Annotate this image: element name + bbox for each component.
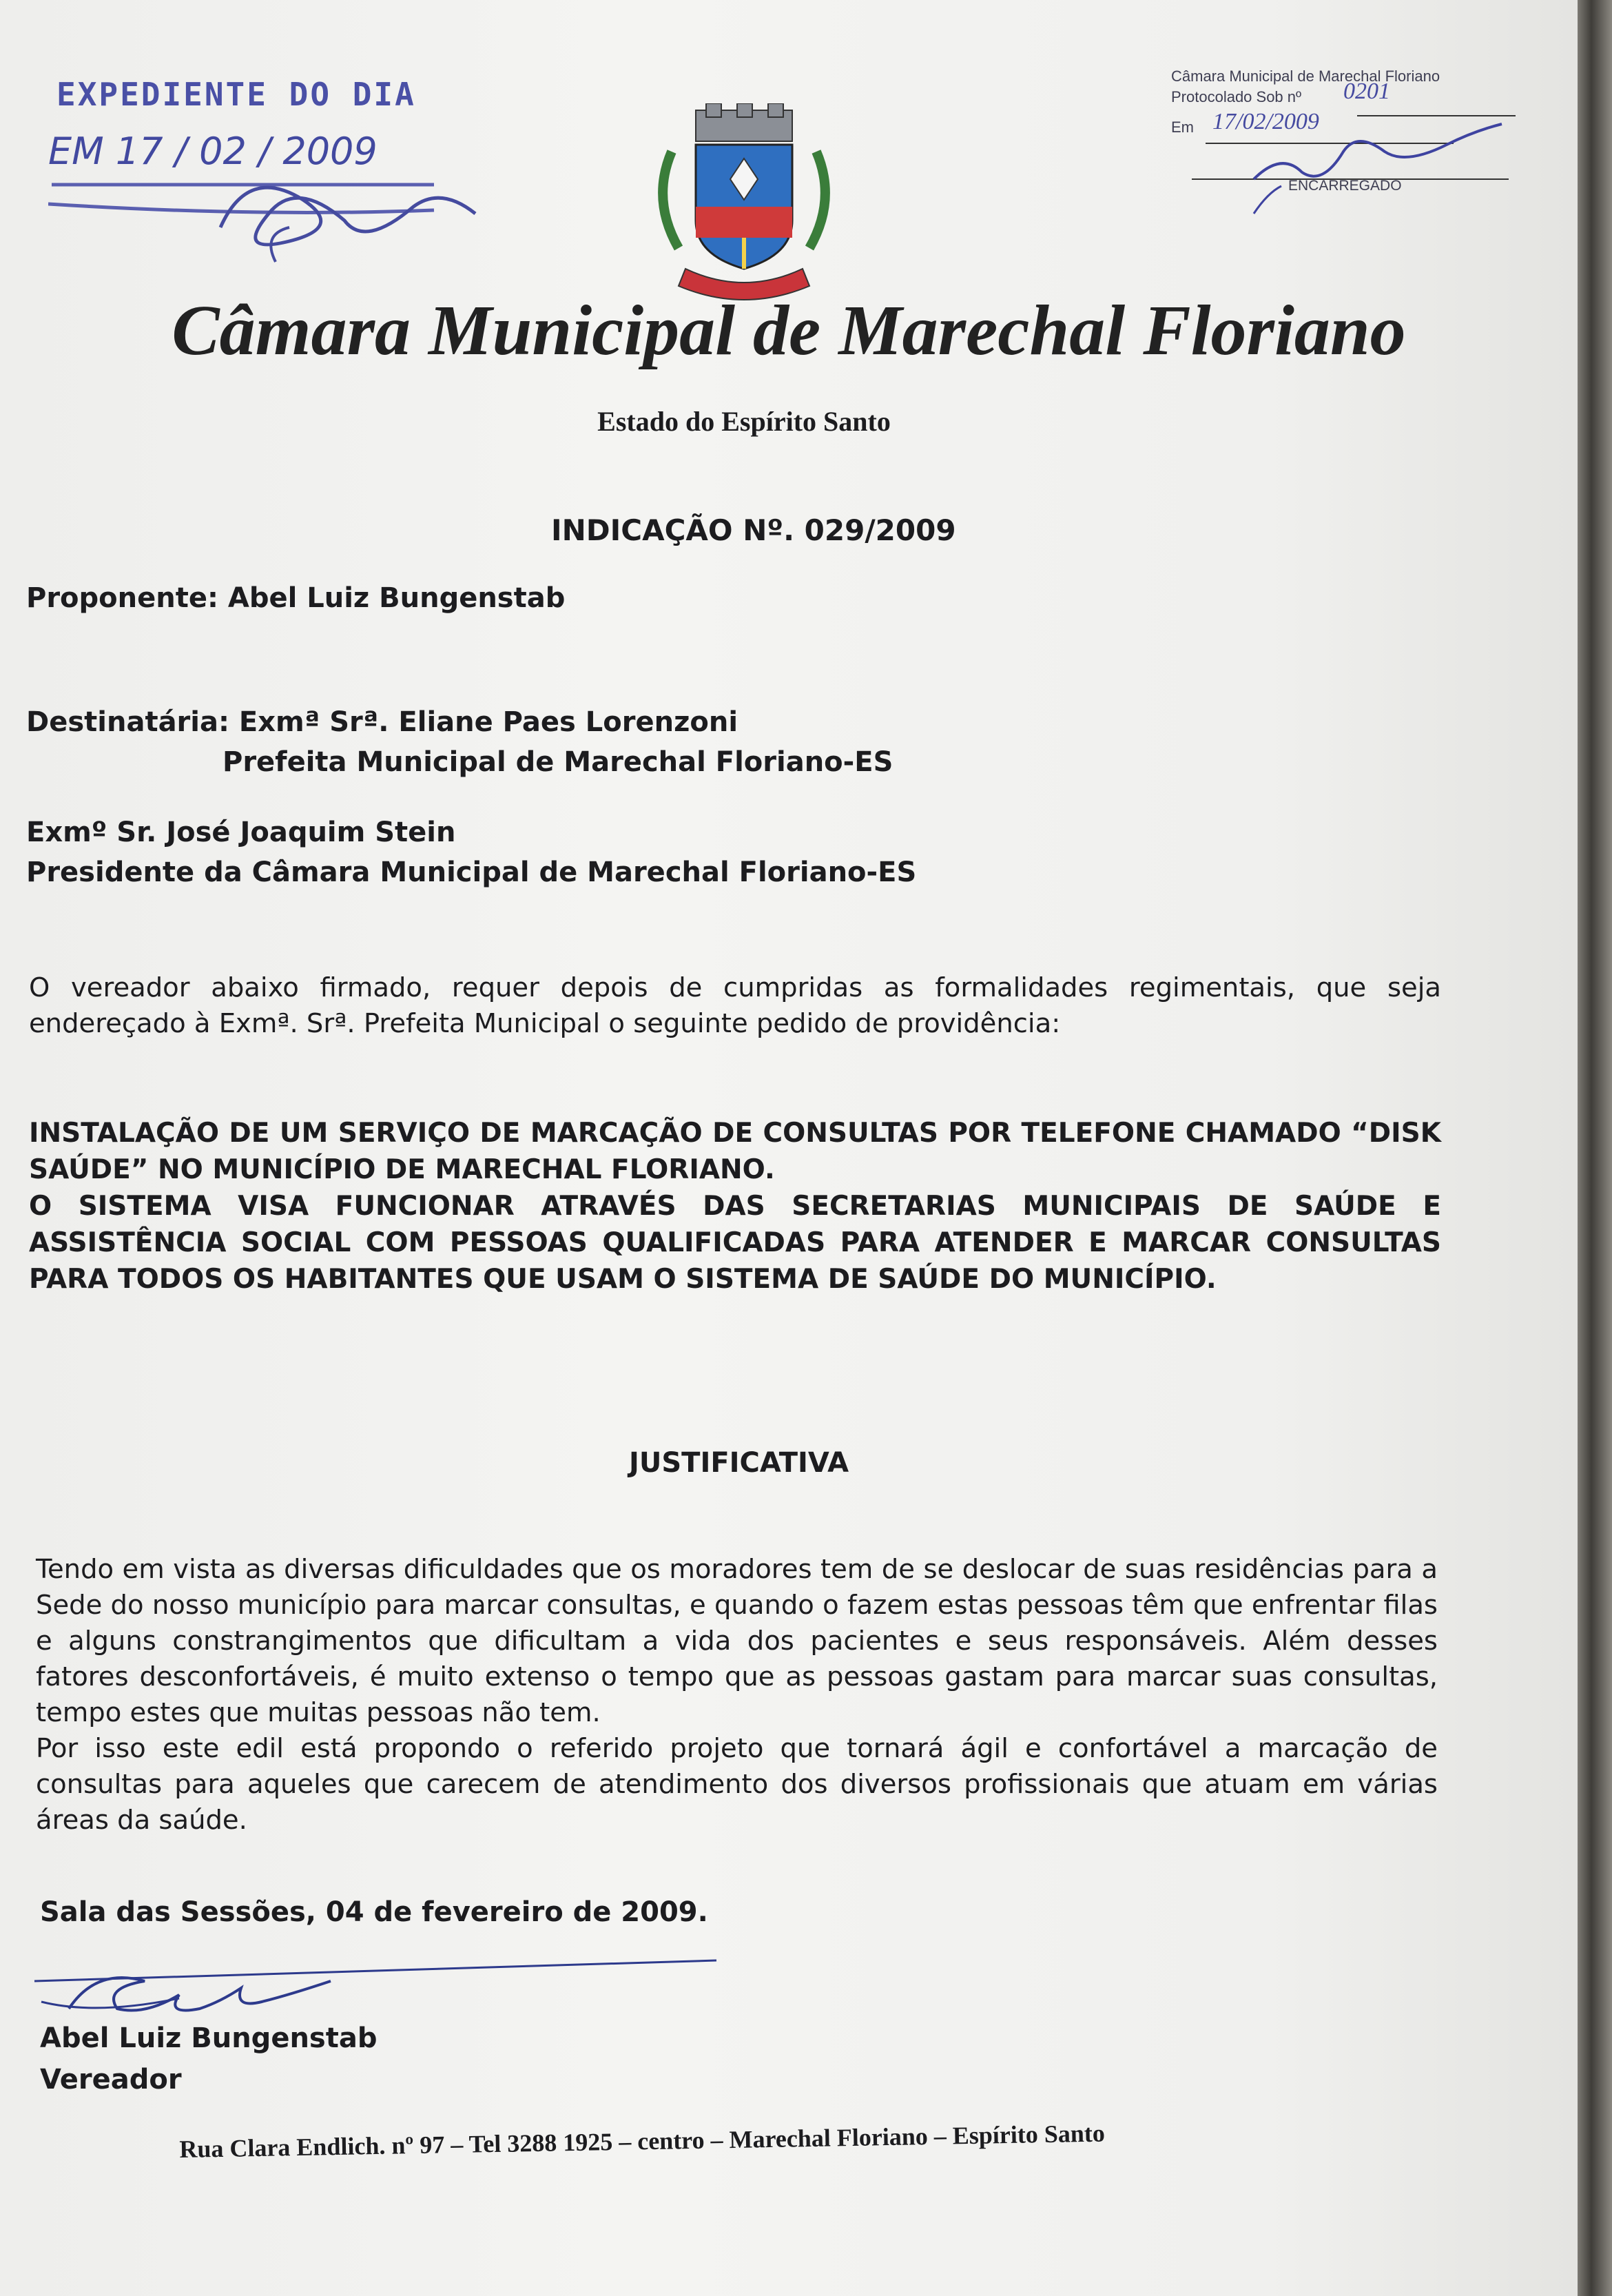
signer-name: Abel Luiz Bungenstab <box>40 2022 378 2054</box>
justificativa-paragraph-1: Tendo em vista as diversas dificuldades que os moradores tem de se deslocar de suas residências para a Sede do nosso município para marcar consultas, e quando o fazem estas pessoas têm que enfrentar filas e alguns constrangimentos que dificultam a vida dos pacientes e seus responsáveis. Além desses fatores desconfortáveis, é muito extenso o tempo que as pessoas gastam para marcar suas consultas, tempo estes que muitas pessoas não tem. <box>36 1554 1438 1728</box>
document-heading: INDICAÇÃO Nº. 029/2009 <box>551 513 956 547</box>
justificativa-paragraph-2: Por isso este edil está propondo o referido projeto que tornará ágil e confortável a marcação de consultas para aqueles que carecem de atendimento dos diversos profissionais que atuam em várias áreas da saúde. <box>36 1733 1438 1836</box>
destinataria-line: Destinatária: Exmª Srª. Eliane Paes Lorenzoni <box>26 706 738 738</box>
justificativa-heading: JUSTIFICATIVA <box>629 1447 849 1479</box>
protocol-date: 17/02/2009 <box>1212 109 1319 134</box>
protocol-line-1: Câmara Municipal de Marechal Floriano <box>1171 68 1440 85</box>
footer-address: Rua Clara Endlich. nº 97 – Tel 3288 1925 – centro – Marechal Floriano – Espírito Santo <box>179 2119 1106 2163</box>
request-paragraph-1: INSTALAÇÃO DE UM SERVIÇO DE MARCAÇÃO DE CONSULTAS POR TELEFONE CHAMADO “DISK SAÚDE” NO MUNICÍPIO DE MARECHAL FLORIANO. <box>29 1118 1441 1185</box>
presidente-title: Presidente da Câmara Municipal de Marechal Floriano-ES <box>26 857 917 888</box>
signer-signature <box>28 1947 716 2022</box>
protocol-date-label: Em <box>1171 119 1194 136</box>
stamp-date: EM 17 / 02 / 2009 <box>48 130 378 173</box>
proponente-line: Proponente: Abel Luiz Bungenstab <box>26 582 566 614</box>
institution-title: Câmara Municipal de Marechal Floriano <box>172 291 1406 370</box>
protocol-number-label: Protocolado Sob nº <box>1171 88 1302 105</box>
protocol-stamp <box>1164 62 1522 227</box>
request-paragraph-2: O SISTEMA VISA FUNCIONAR ATRAVÉS DAS SECRETARIAS MUNICIPAIS DE SAÚDE E ASSISTÊNCIA SOCIAL COM PESSOAS QUALIFICADAS PARA ATENDER E MARCAR CONSULTAS PARA TODOS OS HABITANTES QUE USAM O SISTEMA DE SAÚDE DO MUNICÍPIO. <box>29 1191 1441 1295</box>
protocol-number: 0201 <box>1343 79 1390 104</box>
expediente-stamp <box>48 69 489 276</box>
coat-of-arms <box>658 103 830 303</box>
destinataria-title: Prefeita Municipal de Marechal Floriano-ES <box>223 746 893 778</box>
stamp-label: EXPEDIENTE DO DIA <box>56 76 416 113</box>
presidente-line: Exmº Sr. José Joaquim Stein <box>26 817 456 848</box>
place-date: Sala das Sessões, 04 de fevereiro de 2009. <box>40 1896 708 1928</box>
binder-edge <box>1578 0 1612 2296</box>
intro-paragraph: O vereador abaixo firmado, requer depois de cumpridas as formalidades regimentais, que seja endereçado à Exmª. Srª. Prefeita Municipal o seguinte pedido de providência: <box>29 972 1441 1039</box>
signer-role: Vereador <box>40 2064 182 2095</box>
protocol-role: ENCARREGADO <box>1288 178 1402 194</box>
state-subtitle: Estado do Espírito Santo <box>597 406 891 437</box>
